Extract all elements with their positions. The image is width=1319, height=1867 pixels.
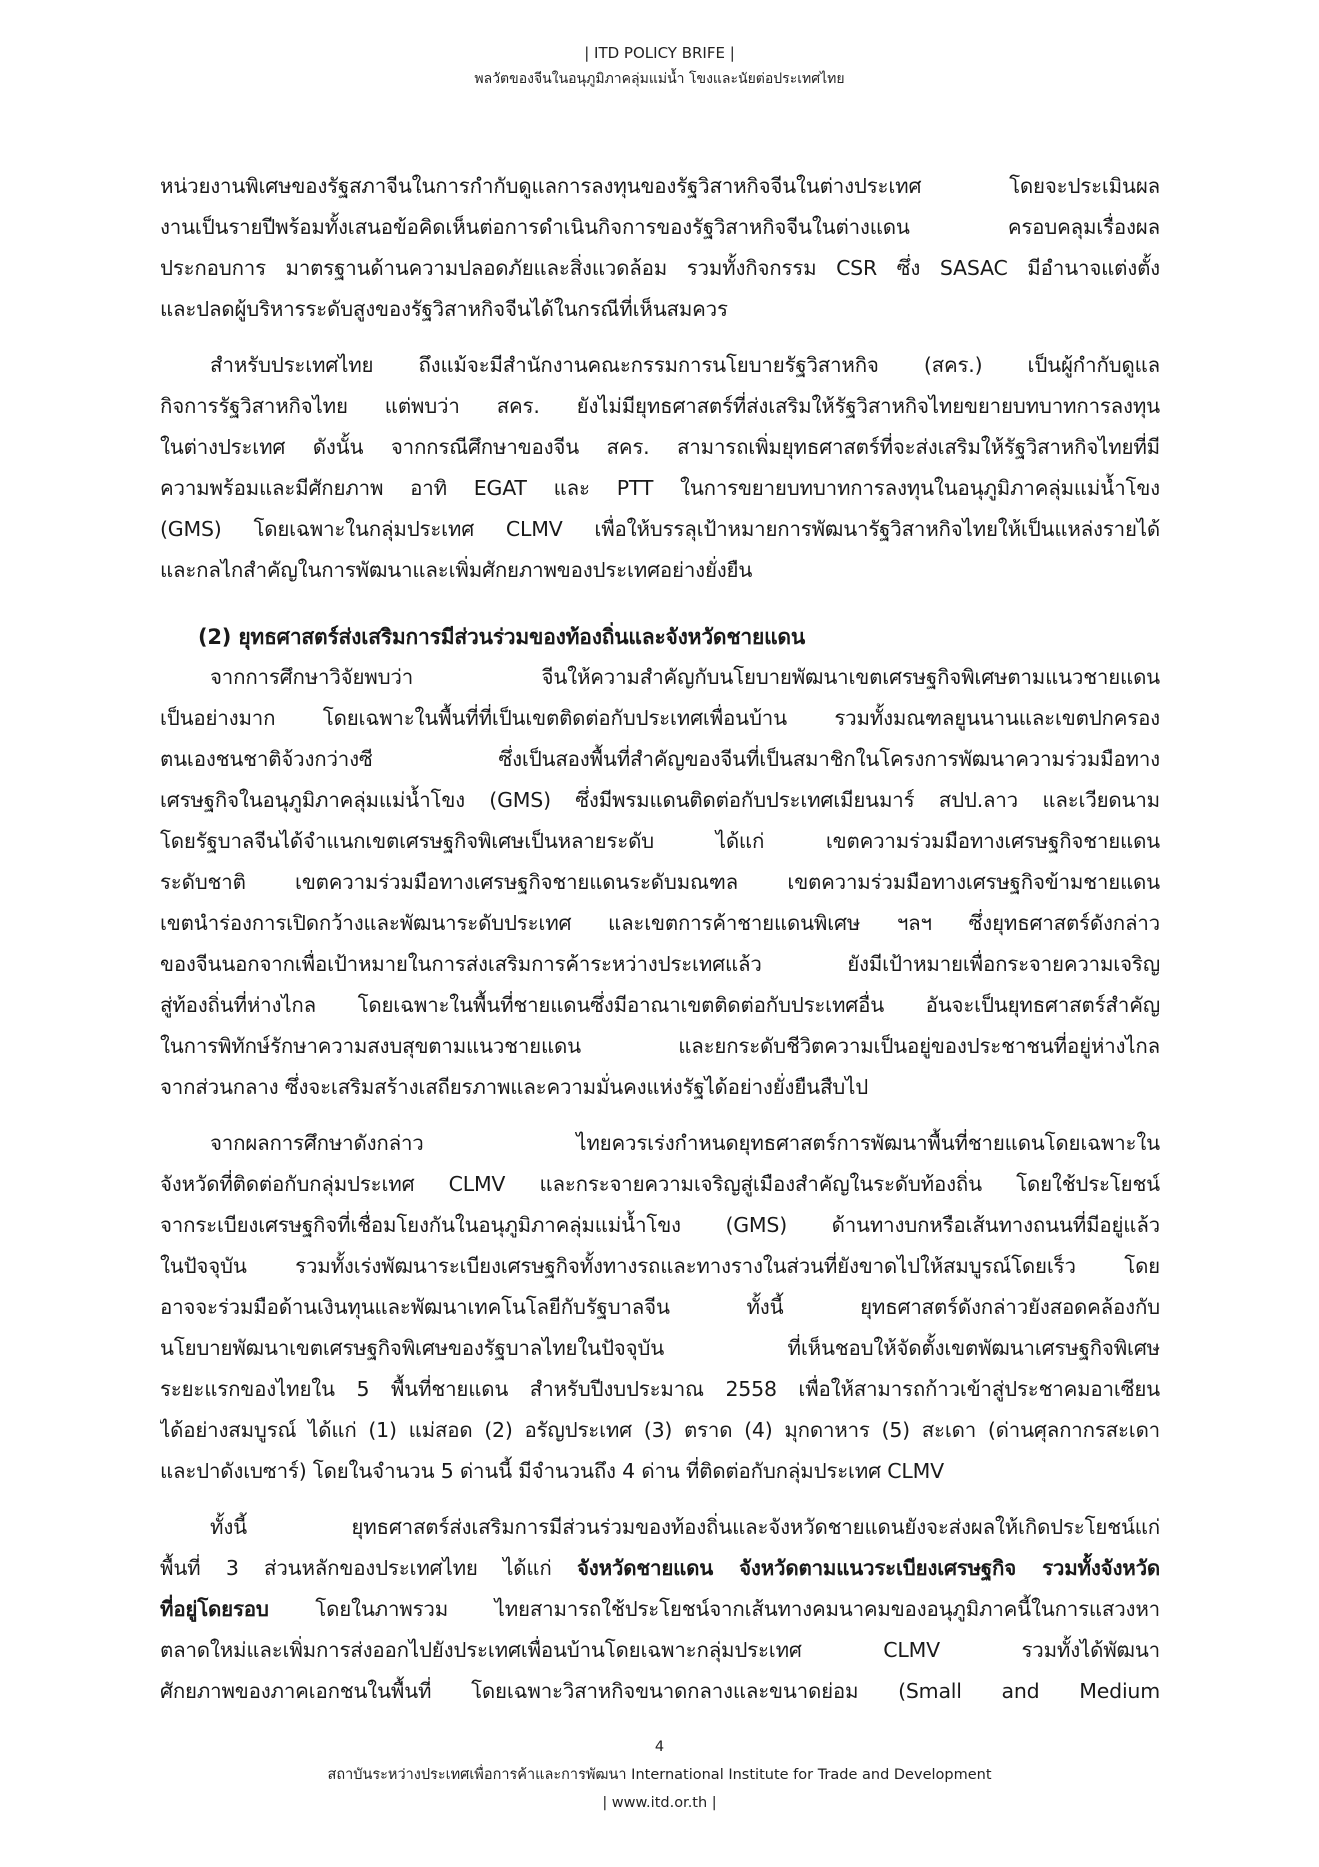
text-line: ความพร้อมและมีศักยภาพ อาทิ EGAT และ PTT ในการขยายบทบาทการลงทุนในอนุภูมิภาคลุ่มแม่น้ำโขง bbox=[160, 476, 1160, 500]
text-line: ในต่างประเทศ ดังนั้น จากกรณีศึกษาของจีน สคร. สามารถเพิ่มยุทธศาสตร์ที่จะส่งเสริมให้รัฐวิสาหกิจไทยที่มี bbox=[160, 435, 1160, 459]
text-line: สู่ท้องถิ่นที่ห่างไกล โดยเฉพาะในพื้นที่ชายแดนซึ่งมีอาณาเขตติดต่อกับประเทศอื่น อันจะเป็นยุทธศาสตร์สำคัญ bbox=[160, 993, 1160, 1017]
text-line: จากระเบียงเศรษฐกิจที่เชื่อมโยงกันในอนุภูมิภาคลุ่มแม่น้ำโขง (GMS) ด้านทางบกหรือเส้นทางถนนที่มีอยู่แล้ว bbox=[160, 1213, 1160, 1237]
section-heading: (2) ยุทธศาสตร์ส่งเสริมการมีส่วนร่วมของท้องถิ่นและจังหวัดชายแดน bbox=[198, 625, 806, 649]
text-line: และกลไกสำคัญในการพัฒนาและเพิ่มศักยภาพของประเทศอย่างยั่งยืน bbox=[160, 558, 753, 582]
paragraph-5 bbox=[160, 1507, 1160, 1712]
text-line: จากการศึกษาวิจัยพบว่า จีนให้ความสำคัญกับนโยบายพัฒนาเขตเศรษฐกิจพิเศษตามแนวชายแดน bbox=[210, 665, 1160, 689]
text-line: ของจีนนอกจากเพื่อเป้าหมายในการส่งเสริมการค้าระหว่างประเทศแล้ว ยังมีเป้าหมายเพื่อกระจายความเจริญ bbox=[160, 952, 1160, 976]
text-line: อาจจะร่วมมือด้านเงินทุนและพัฒนาเทคโนโลยีกับรัฐบาลจีน ทั้งนี้ ยุทธศาสตร์ดังกล่าวยังสอดคล้องกับ bbox=[160, 1295, 1160, 1319]
paragraph-1 bbox=[160, 166, 1160, 330]
text-line bbox=[160, 1589, 1160, 1630]
text-line: เศรษฐกิจในอนุภูมิภาคลุ่มแม่น้ำโขง (GMS) ซึ่งมีพรมแดนติดต่อกับประเทศเมียนมาร์ สปป.ลาว และเวียดนาม bbox=[160, 788, 1160, 812]
text-line: งานเป็นรายปีพร้อมทั้งเสนอข้อคิดเห็นต่อการดำเนินกิจการของรัฐวิสาหกิจจีนในต่างแดน ครอบคลุมเรื่องผล bbox=[160, 215, 1160, 239]
text-line: ศักยภาพของภาคเอกชนในพื้นที่ โดยเฉพาะวิสาหกิจขนาดกลางและขนาดย่อม (Small and Medium bbox=[160, 1679, 1160, 1703]
paragraph-2 bbox=[160, 345, 1160, 591]
text-line: นโยบายพัฒนาเขตเศรษฐกิจพิเศษของรัฐบาลไทยในปัจจุบัน ที่เห็นชอบให้จัดตั้งเขตพัฒนาเศรษฐกิจพิเศษ bbox=[160, 1336, 1160, 1360]
footer-website-link[interactable]: | www.itd.or.th | bbox=[602, 1795, 717, 1811]
text-line: ระยะแรกของไทยใน 5 พื้นที่ชายแดน สำหรับปีงบประมาณ 2558 เพื่อให้สามารถก้าวเข้าสู่ประชาคมอาเซียน bbox=[160, 1377, 1160, 1401]
page-header bbox=[0, 40, 1319, 92]
document-body bbox=[160, 166, 1160, 1712]
text-line: กิจการรัฐวิสาหกิจไทย แต่พบว่า สคร. ยังไม่มียุทธศาสตร์ที่ส่งเสริมให้รัฐวิสาหกิจไทยขยายบทบาทการลงทุน bbox=[160, 394, 1160, 418]
text-line: ในปัจจุบัน รวมทั้งเร่งพัฒนาระเบียงเศรษฐกิจทั้งทางรถและทางรางในส่วนที่ยังขาดไปให้สมบูรณ์โดยเร็ว โดย bbox=[160, 1254, 1160, 1278]
text-line: จากผลการศึกษาดังกล่าว ไทยควรเร่งกำหนดยุทธศาสตร์การพัฒนาพื้นที่ชายแดนโดยเฉพาะใน bbox=[210, 1131, 1160, 1155]
text-line: ประกอบการ มาตรฐานด้านความปลอดภัยและสิ่งแวดล้อม รวมทั้งกิจกรรม CSR ซึ่ง SASAC มีอำนาจแต่งตั้ง bbox=[160, 256, 1160, 280]
text-line: สำหรับประเทศไทย ถึงแม้จะมีสำนักงานคณะกรรมการนโยบายรัฐวิสาหกิจ (สคร.) เป็นผู้กำกับดูแล bbox=[210, 353, 1160, 377]
text-line: หน่วยงานพิเศษของรัฐสภาจีนในการกำกับดูแลการลงทุนของรัฐวิสาหกิจจีนในต่างประเทศ โดยจะประเมินผล bbox=[160, 174, 1160, 198]
text-line: และปาดังเบซาร์) โดยในจำนวน 5 ด่านนี้ มีจำนวนถึง 4 ด่าน ที่ติดต่อกับกลุ่มประเทศ CLMV bbox=[160, 1459, 944, 1483]
header-title: | ITD POLICY BRIFE | bbox=[584, 44, 735, 62]
text-line: ในการพิทักษ์รักษาความสงบสุขตามแนวชายแดน และยกระดับชีวิตความเป็นอยู่ของประชาชนที่อยู่ห่างไกล bbox=[160, 1034, 1160, 1058]
text-line: (GMS) โดยเฉพาะในกลุ่มประเทศ CLMV เพื่อให้บรรลุเป้าหมายการพัฒนารัฐวิสาหกิจไทยให้เป็นแหล่งรายได้ bbox=[160, 517, 1160, 541]
bold-text: จังหวัดชายแดน จังหวัดตามแนวระเบียงเศรษฐกิจ รวมทั้งจังหวัด bbox=[576, 1556, 1160, 1580]
text-line bbox=[160, 1548, 1160, 1589]
header-subtitle: พลวัตของจีนในอนุภูมิภาคลุ่มแม่น้ำ โขงและนัยต่อประเทศไทย bbox=[474, 71, 845, 87]
text-line: จากส่วนกลาง ซึ่งจะเสริมสร้างเสถียรภาพและความมั่นคงแห่งรัฐได้อย่างยั่งยืนสืบไป bbox=[160, 1075, 869, 1099]
paragraph-4 bbox=[160, 1123, 1160, 1492]
page-footer bbox=[0, 1733, 1319, 1817]
text-line: ได้อย่างสมบูรณ์ ได้แก่ (1) แม่สอด (2) อรัญประเทศ (3) ตราด (4) มุกดาหาร (5) สะเดา (ด่านศุลกากรสะเดา bbox=[160, 1418, 1160, 1442]
paragraph-3 bbox=[160, 657, 1160, 1108]
inline-text: โดยในภาพรวม ไทยสามารถใช้ประโยชน์จากเส้นทางคมนาคมของอนุภูมิภาคนี้ในการแสวงหา bbox=[268, 1597, 1160, 1621]
bold-text: ที่อยู่โดยรอบ bbox=[160, 1597, 269, 1621]
text-line: เขตนำร่องการเปิดกว้างและพัฒนาระดับประเทศ และเขตการค้าชายแดนพิเศษ ฯลฯ ซึ่งยุทธศาสตร์ดังกล่าว bbox=[160, 911, 1160, 935]
text-line: และปลดผู้บริหารระดับสูงของรัฐวิสาหกิจจีนได้ในกรณีที่เห็นสมควร bbox=[160, 297, 728, 321]
text-line: ตนเองชนชาติจ้วงกว่างซี ซึ่งเป็นสองพื้นที่สำคัญของจีนที่เป็นสมาชิกในโครงการพัฒนาความร่วมมือทาง bbox=[160, 747, 1160, 771]
text-line: ระดับชาติ เขตความร่วมมือทางเศรษฐกิจชายแดนระดับมณฑล เขตความร่วมมือทางเศรษฐกิจข้ามชายแดน bbox=[160, 870, 1160, 894]
text-line: โดยรัฐบาลจีนได้จำแนกเขตเศรษฐกิจพิเศษเป็นหลายระดับ ได้แก่ เขตความร่วมมือทางเศรษฐกิจชายแดน bbox=[160, 829, 1160, 853]
text-line: เป็นอย่างมาก โดยเฉพาะในพื้นที่ที่เป็นเขตติดต่อกับประเทศเพื่อนบ้าน รวมทั้งมณฑลยูนนานและเขตปกครอง bbox=[160, 706, 1160, 730]
text-line: จังหวัดที่ติดต่อกับกลุ่มประเทศ CLMV และกระจายความเจริญสู่เมืองสำคัญในระดับท้องถิ่น โดยใช้ประโยชน์ bbox=[160, 1172, 1160, 1196]
text-line: ตลาดใหม่และเพิ่มการส่งออกไปยังประเทศเพื่อนบ้านโดยเฉพาะกลุ่มประเทศ CLMV รวมทั้งได้พัฒนา bbox=[160, 1638, 1160, 1662]
text-line: ทั้งนี้ ยุทธศาสตร์ส่งเสริมการมีส่วนร่วมของท้องถิ่นและจังหวัดชายแดนยังจะส่งผลให้เกิดประโยชน์แก่ bbox=[210, 1515, 1160, 1539]
inline-text: พื้นที่ 3 ส่วนหลักของประเทศไทย ได้แก่ bbox=[160, 1556, 577, 1580]
footer-institute: สถาบันระหว่างประเทศเพื่อการค้าและการพัฒนา International Institute for Trade and Development bbox=[327, 1767, 992, 1783]
page-number: 4 bbox=[654, 1739, 665, 1755]
